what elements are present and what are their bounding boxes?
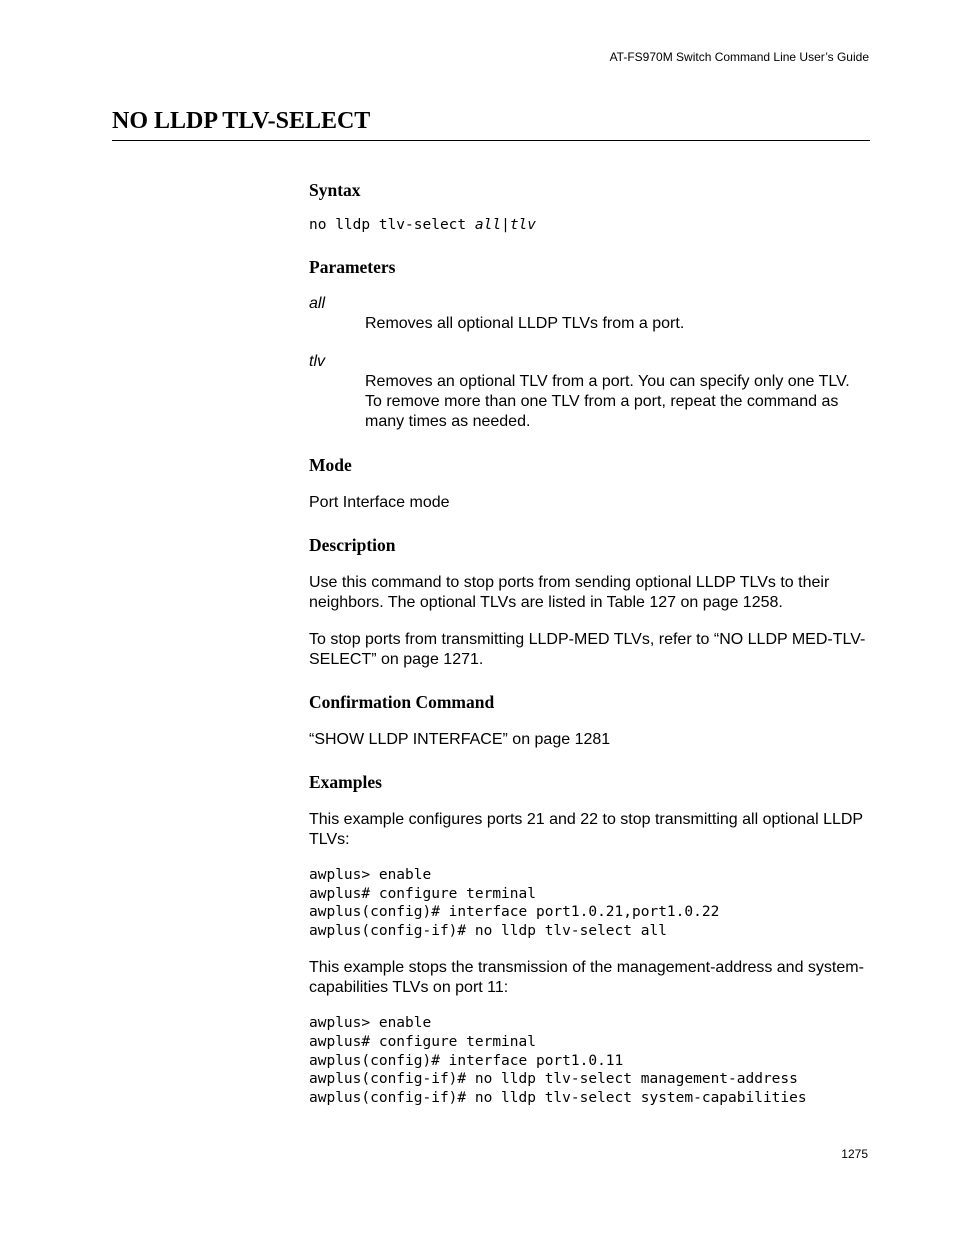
confirmation-text: “SHOW LLDP INTERFACE” on page 1281 bbox=[309, 730, 611, 748]
code-line: awplus> enable bbox=[309, 866, 432, 883]
description-heading: Description bbox=[309, 534, 396, 555]
code-line: awplus# configure terminal bbox=[309, 885, 536, 902]
example-intro: This example configures ports 21 and 22 to stop transmitting all optional LLDP TLVs: bbox=[309, 810, 863, 848]
syntax-command-text: no lldp tlv-select bbox=[309, 217, 475, 233]
param-term-all: all bbox=[309, 294, 326, 312]
param-definition-tlv: Removes an optional TLV from a port. You can specify only one TLV. To remove more than one TLV from a port, repeat the command as many times as needed. bbox=[365, 372, 850, 430]
description-paragraph: Use this command to stop ports from sending optional LLDP TLVs to their neighbors. The optional TLVs are listed in Table 127 on page 1258. bbox=[309, 573, 830, 611]
code-line: awplus(config-if)# no lldp tlv-select system-capabilities bbox=[309, 1090, 807, 1107]
example-code-block bbox=[309, 866, 870, 941]
mode-text: Port Interface mode bbox=[309, 493, 450, 511]
code-line: awplus(config-if)# no lldp tlv-select management-address bbox=[309, 1071, 798, 1088]
syntax-arg-all: all bbox=[474, 217, 502, 233]
param-definition-all: Removes all optional LLDP TLVs from a port. bbox=[365, 314, 685, 332]
title-rule bbox=[112, 140, 870, 141]
description-paragraph: To stop ports from transmitting LLDP-MED TLVs, refer to “NO LLDP MED-TLV-SELECT” on page 1271. bbox=[309, 630, 866, 668]
page-title: NO LLDP TLV-SELECT bbox=[112, 108, 371, 134]
code-line: awplus# configure terminal bbox=[309, 1033, 536, 1050]
syntax-arg-tlv: tlv bbox=[509, 217, 537, 233]
syntax-separator: | bbox=[501, 217, 510, 233]
page-number: 1275 bbox=[841, 1147, 868, 1161]
running-header: AT-FS970M Switch Command Line User’s Guide bbox=[609, 50, 869, 64]
confirmation-heading: Confirmation Command bbox=[309, 691, 495, 712]
syntax-command bbox=[309, 216, 870, 235]
example-code-block bbox=[309, 1014, 870, 1108]
code-line: awplus(config)# interface port1.0.21,port1.0.22 bbox=[309, 904, 720, 921]
examples-heading: Examples bbox=[309, 771, 382, 792]
code-line: awplus(config)# interface port1.0.11 bbox=[309, 1052, 624, 1069]
code-line: awplus> enable bbox=[309, 1014, 432, 1031]
syntax-heading: Syntax bbox=[309, 180, 361, 200]
parameters-heading: Parameters bbox=[309, 256, 396, 277]
main-content bbox=[309, 179, 870, 1108]
code-line: awplus(config-if)# no lldp tlv-select all bbox=[309, 923, 667, 940]
mode-heading: Mode bbox=[309, 454, 352, 475]
example-intro: This example stops the transmission of the management-address and system-capabilities TLVs on port 11: bbox=[309, 958, 864, 996]
param-term-tlv: tlv bbox=[309, 352, 325, 370]
